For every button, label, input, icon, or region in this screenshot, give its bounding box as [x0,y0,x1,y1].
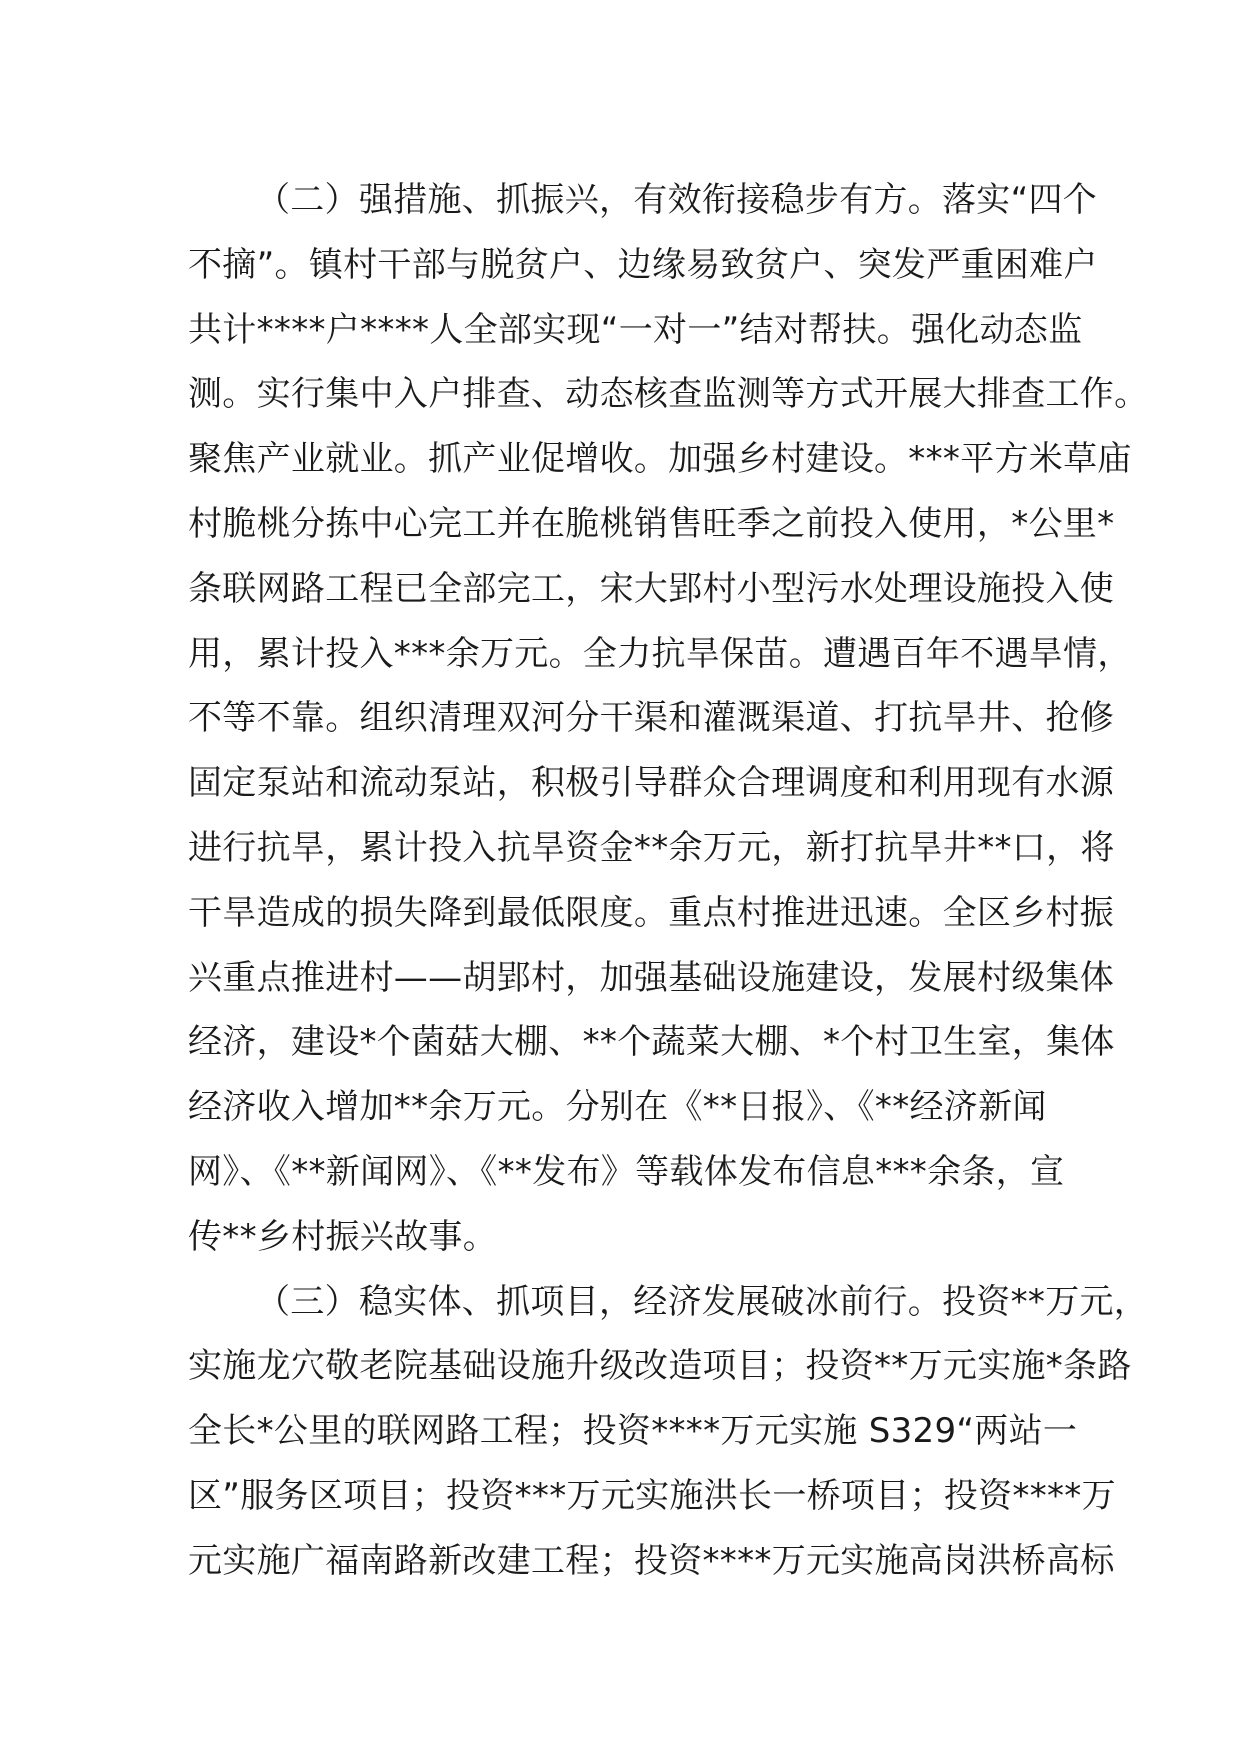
paragraph-line: 传**乡村振兴故事。 [188,1216,497,1257]
paragraph-line: 全长*公里的联网路工程；投资****万元实施 S329“两站一 [188,1411,1078,1452]
paragraph-line: 不摘”。镇村干部与脱贫户、边缘易致贫户、突发严重困难户 [188,244,1098,285]
paragraph-section-2 [188,168,1149,1270]
paragraph-line: 元实施广福南路新改建工程；投资****万元实施高岗洪桥高标 [188,1540,1115,1581]
paragraph-line: 进行抗旱，累计投入抗旱资金**余万元，新打抗旱井**口，将 [188,827,1115,868]
paragraph-line: 条联网路工程已全部完工，宋大郢村小型污水处理设施投入使 [188,568,1115,609]
paragraph-line: 经济收入增加**余万元。分别在《**日报》、《**经济新闻 [188,1087,1047,1128]
paragraph-line: （三）稳实体、抓项目，经济发展破冰前行。投资**万元， [256,1281,1149,1322]
document-body [188,168,1149,1594]
paragraph-line: 用，累计投入***余万元。全力抗旱保苗。遭遇百年不遇旱情， [188,633,1132,674]
paragraph-line: 干旱造成的损失降到最低限度。重点村推进迅速。全区乡村振 [188,892,1115,933]
paragraph-line: 固定泵站和流动泵站，积极引导群众合理调度和利用现有水源 [188,763,1115,804]
paragraph-line: 实施龙穴敬老院基础设施升级改造项目；投资**万元实施*条路 [188,1346,1132,1387]
paragraph-line: 聚焦产业就业。抓产业促增收。加强乡村建设。***平方米草庙 [188,439,1132,480]
paragraph-line: 网》、《**新闻网》、《**发布》等载体发布信息***余条，宣 [188,1151,1065,1192]
paragraph-line: 村脆桃分拣中心完工并在脆桃销售旺季之前投入使用，*公里* [188,503,1115,544]
paragraph-line: 测。实行集中入户排查、动态核查监测等方式开展大排查工作。 [188,374,1149,415]
paragraph-line: 不等不靠。组织清理双河分干渠和灌溉渠道、打抗旱井、抢修 [188,698,1115,739]
paragraph-section-3 [188,1270,1149,1594]
paragraph-line: 共计****户****人全部实现“一对一”结对帮扶。强化动态监 [188,309,1083,350]
paragraph-line: 经济，建设*个菌菇大棚、**个蔬菜大棚、*个村卫生室，集体 [188,1022,1115,1063]
paragraph-line: （二）强措施、抓振兴，有效衔接稳步有方。落实“四个 [256,180,1098,220]
paragraph-line: 区”服务区项目；投资***万元实施洪长一桥项目；投资****万 [188,1475,1116,1516]
paragraph-line: 兴重点推进村——胡郢村，加强基础设施建设，发展村级集体 [188,957,1115,998]
